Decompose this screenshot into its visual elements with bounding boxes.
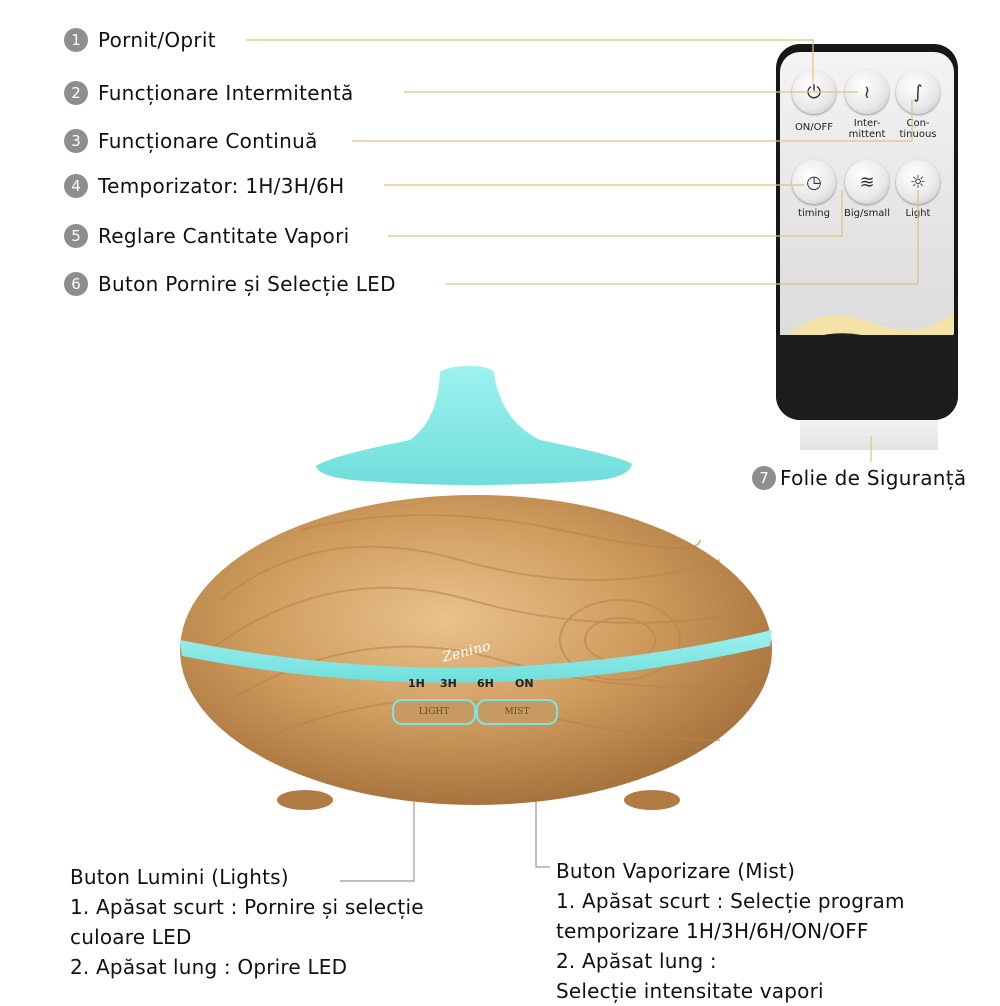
intermittent-icon: ≀ <box>863 81 871 103</box>
indicator-on: ON <box>515 677 534 690</box>
brand-logo: Zenino <box>440 638 493 666</box>
diffuser-foot-right <box>624 790 680 810</box>
remote-label-timing: timing <box>798 208 830 219</box>
mist-description <box>556 856 905 1006</box>
mist-level-icon: ≋ <box>859 171 875 193</box>
indicator-6h: 6H <box>477 677 494 690</box>
light-button[interactable]: LIGHT <box>392 699 476 725</box>
callout-number: 6 <box>64 272 88 296</box>
diffuser-foot-left <box>277 790 333 810</box>
callout-number: 2 <box>64 81 88 105</box>
callout-label: Funcționare Intermitentă <box>98 81 354 105</box>
mist-button[interactable]: MIST <box>476 699 558 725</box>
lights-title: Buton Lumini (Lights) <box>70 865 289 889</box>
remote-label-big-small: Big/small <box>844 208 890 219</box>
remote-label-continuous: Con- tinuous <box>899 118 937 140</box>
lights-line: 1. Apăsat scurt : Pornire și selecție <box>70 895 424 919</box>
callout-label: Pornit/Oprit <box>98 28 216 52</box>
leader-lines <box>246 40 918 462</box>
callout-number: 7 <box>752 466 776 490</box>
callout-number: 1 <box>64 28 88 52</box>
remote-label-intermittent: Inter- mittent <box>848 118 886 140</box>
callout-number: 5 <box>64 224 88 248</box>
mist-line: Selecție intensitate vapori <box>556 979 824 1003</box>
mist-line: 2. Apăsat lung : <box>556 949 717 973</box>
lights-line: culoare LED <box>70 925 192 949</box>
continuous-icon: ∫ <box>913 81 923 103</box>
callout-label: Folie de Siguranță <box>780 466 967 490</box>
indicator-3h: 3H <box>440 677 457 690</box>
clock-icon: ◷ <box>806 171 822 193</box>
callout-label: Reglare Cantitate Vapori <box>98 224 350 248</box>
sun-icon: ☼ <box>909 171 927 193</box>
callout-label: Buton Pornire și Selecție LED <box>98 272 396 296</box>
lights-description <box>70 862 424 982</box>
mist-line: 1. Apăsat scurt : Selecție program <box>556 889 905 913</box>
remote-label-light: Light <box>905 208 931 219</box>
diffuser-cap <box>316 366 632 485</box>
callout-number: 3 <box>64 129 88 153</box>
callout-label: Funcționare Continuă <box>98 129 318 153</box>
remote-label-onoff: ON/OFF <box>794 122 834 133</box>
power-icon: ⏻ <box>806 81 822 103</box>
callout-label: Temporizator: 1H/3H/6H <box>98 174 345 198</box>
lights-line: 2. Apăsat lung : Oprire LED <box>70 955 348 979</box>
mist-line: temporizare 1H/3H/6H/ON/OFF <box>556 919 869 943</box>
mist-title: Buton Vaporizare (Mist) <box>556 859 796 883</box>
callout-number: 4 <box>64 174 88 198</box>
indicator-1h: 1H <box>408 677 425 690</box>
